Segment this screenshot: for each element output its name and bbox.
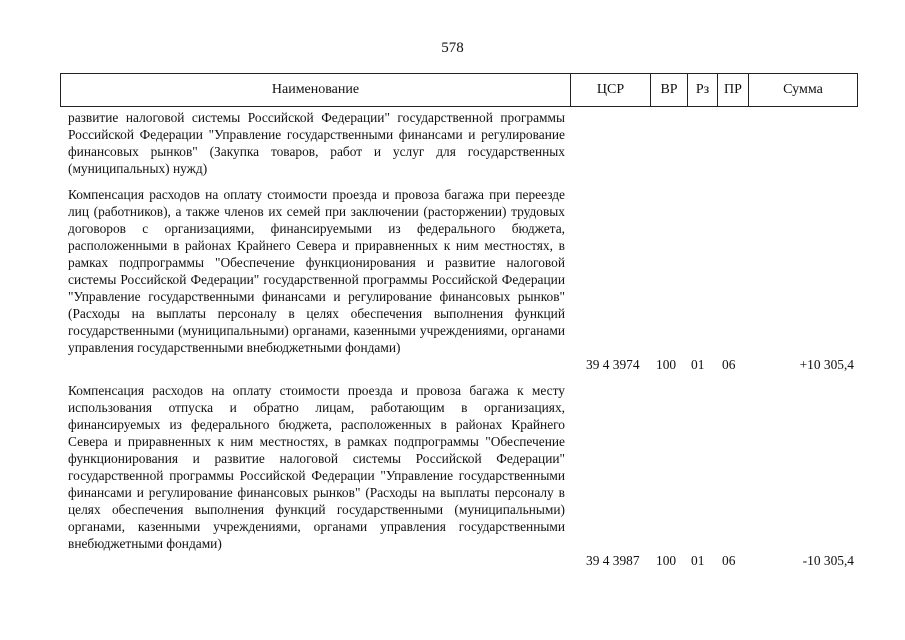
row-rz: 01 (691, 357, 705, 372)
row-pr: 06 (722, 357, 736, 372)
row-vr: 100 (656, 553, 677, 568)
header-pr: ПР (718, 74, 749, 107)
row-vr: 100 (656, 357, 677, 372)
header-sum: Сумма (749, 74, 858, 107)
row-rz: 01 (691, 553, 705, 568)
table-header (60, 73, 858, 107)
row-pr: 06 (722, 553, 736, 568)
row-name: Компенсация расходов на оплату стоимости проезда и провоза багажа при переезде лиц (работников), а также членов их семей при заключении (расторжении) трудовых договоров с организациями, финансируемыми из федерального бюджета, расположенными в районах Крайнего Севера и приравненных к ним местностях, в рамках подпрограммы "Обеспечение функционирования и развитие налоговой системы Российской Федерации" государственной программы Российской Федерации "Управление государственными финансами и регулирование финансовых рынков" (Расходы на выплаты персоналу в целях обеспечения выполнения функций государственными (муниципальными) органами, казенными учреждениями, органами управления государственными внебюджетными фондами) (68, 187, 565, 355)
header-rz: Рз (688, 74, 718, 107)
header-vr: ВР (651, 74, 688, 107)
row-csr: 39 4 3987 (586, 553, 640, 568)
header-csr: ЦСР (571, 74, 651, 107)
row-sum: +10 305,4 (799, 357, 854, 372)
row-sum: -10 305,4 (802, 553, 854, 568)
header-name: Наименование (61, 74, 571, 107)
row-csr: 39 4 3974 (586, 357, 640, 372)
row-name: Компенсация расходов на оплату стоимости проезда и провоза багажа к месту использования отпуска и обратно лицам, работающим в организациях, финансируемых из федерального бюджета, расположенных в районах Крайнего Севера и приравненных к ним местностях, в рамках подпрограммы "Обеспечение функционирования и развитие налоговой системы Российской Федерации" государственной программы Российской Федерации "Управление государственными финансами и регулирование финансовых рынков" (Расходы на выплаты персоналу в целях обеспечения выполнения функций государственными (муниципальными) органами, казенными учреждениями, органами управления государственными внебюджетными фондами) (68, 383, 565, 551)
row-name: развитие налоговой системы Российской Федерации" государственной программы Российской Федерации "Управление государственными финансами и регулирование финансовых рынков" (Закупка товаров, работ и услуг для государственных (муниципальных) нужд) (68, 110, 565, 176)
page-number: 578 (441, 40, 464, 56)
